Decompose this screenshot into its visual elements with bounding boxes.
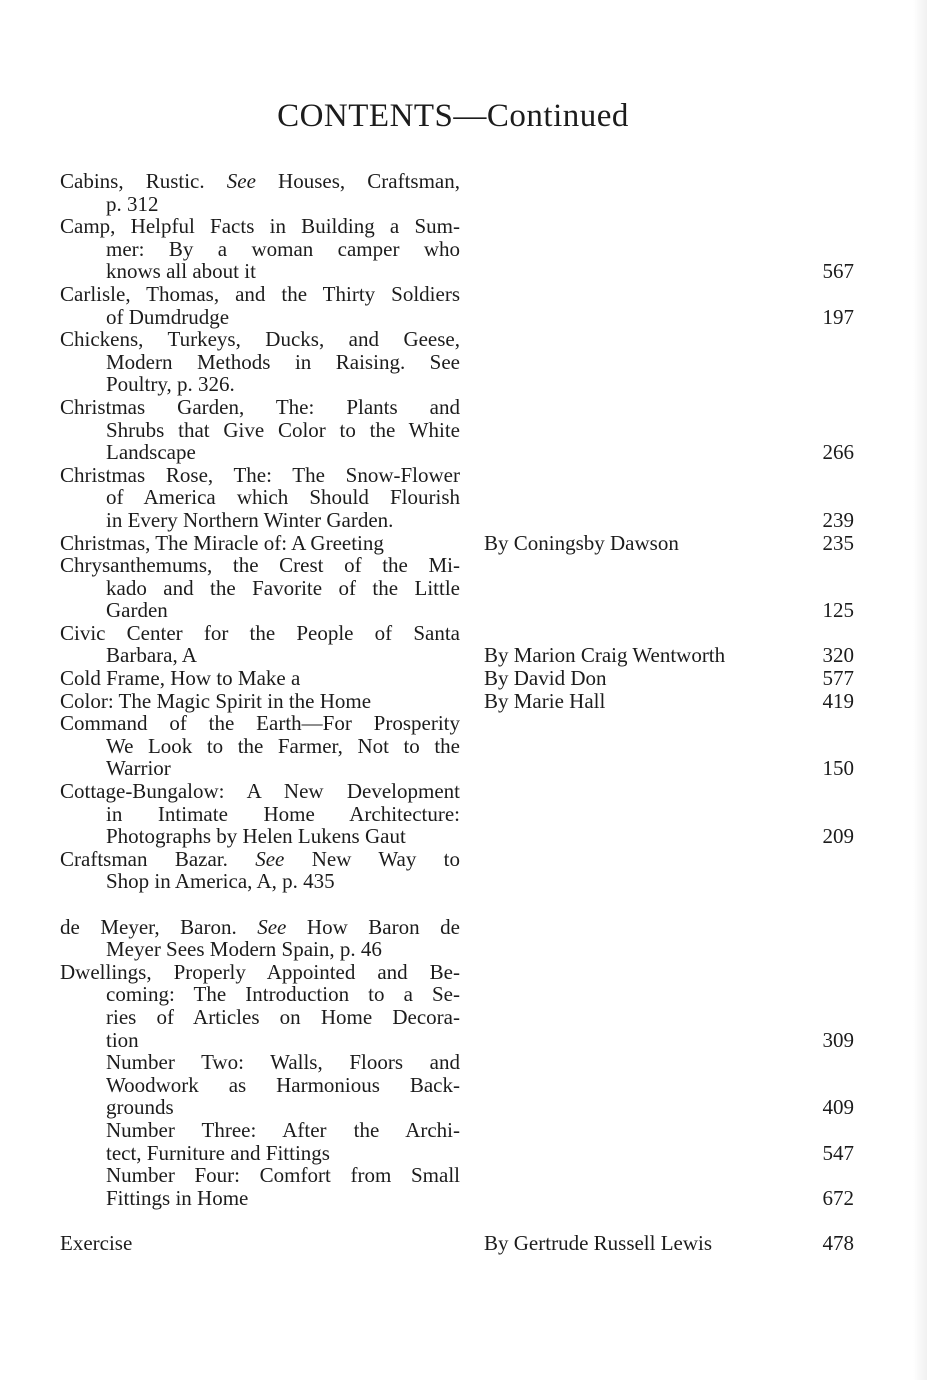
entry-author: By Gertrude Russell Lewis	[484, 1230, 713, 1255]
entry-title-line: Poultry, p. 326.	[106, 372, 235, 397]
contents-entry	[0, 961, 927, 1051]
contents-entry	[0, 170, 927, 215]
entry-title-line: Garden	[106, 598, 168, 623]
entry-title-line: mer: By a woman camper who	[106, 236, 460, 261]
entry-page-number: 672	[822, 1185, 854, 1210]
entry-title-line: Landscape	[106, 440, 196, 465]
entry-title-line: Carlisle, Thomas, and the Thirty Soldiers	[60, 281, 460, 306]
contents-entry	[0, 916, 927, 961]
entry-title-line: Color: The Magic Spirit in the Home	[60, 688, 372, 713]
entry-page-number: 209	[822, 824, 854, 849]
entry-title-line: Civic Center for the People of Santa	[60, 620, 460, 645]
entry-title-line: Modern Methods in Raising. See	[106, 349, 460, 374]
entry-title-line: Christmas, The Miracle of: A Greeting	[60, 530, 384, 555]
entry-title-line: p. 312	[106, 191, 159, 216]
contents-entry	[0, 464, 927, 532]
entry-title-line: Christmas Rose, The: The Snow-Flower	[60, 462, 460, 487]
entry-title-line: Cold Frame, How to Make a	[60, 666, 301, 691]
entry-page-number: 197	[822, 304, 854, 329]
entry-title-line: Christmas Garden, The: Plants and	[60, 394, 460, 419]
entry-title-line: Number Two: Walls, Floors and	[106, 1050, 460, 1075]
entry-title-line: Barbara, A	[106, 643, 197, 668]
entry-page-number: 567	[822, 259, 854, 284]
contents-entry	[0, 690, 927, 713]
entry-title-line: Command of the Earth—For Prosperity	[60, 711, 460, 736]
entry-title-line: tion	[106, 1027, 139, 1052]
entry-title-line: We Look to the Farmer, Not to the	[106, 733, 460, 758]
entry-page-number: 125	[822, 598, 854, 623]
entry-author: By David Don	[484, 666, 607, 691]
entry-title-line: Photographs by Helen Lukens Gaut	[106, 824, 406, 849]
entry-title-line: Camp, Helpful Facts in Building a Sum-	[60, 214, 460, 239]
contents-entry	[0, 1119, 927, 1164]
entry-page-number: 577	[822, 666, 854, 691]
entry-page-number: 320	[822, 643, 854, 668]
entry-author: By Marie Hall	[484, 688, 606, 713]
entry-title-line: Cabins, Rustic. See Houses, Craftsman,	[60, 169, 460, 193]
contents-entry	[0, 532, 927, 555]
section-gap	[0, 1209, 927, 1232]
contents-entry	[0, 848, 927, 893]
entry-title-line: of Dumdrudge	[106, 304, 230, 329]
entry-page-number: 150	[822, 756, 854, 781]
contents-entry	[0, 328, 927, 396]
entry-title-line: Meyer Sees Modern Spain, p. 46	[106, 937, 382, 962]
contents-entry	[0, 1164, 927, 1209]
page-title: CONTENTS—Continued	[277, 98, 629, 134]
entry-page-number: 478	[822, 1230, 854, 1255]
contents-entry	[0, 667, 927, 690]
entry-author: By Coningsby Dawson	[484, 530, 679, 555]
entry-page-number: 547	[822, 1140, 854, 1165]
entry-title-line: Warrior	[106, 756, 171, 781]
entry-title-line: Number Three: After the Archi-	[106, 1117, 460, 1142]
entry-title-line: Shop in America, A, p. 435	[106, 869, 335, 894]
entry-title-line: Woodwork as Harmonious Back-	[106, 1072, 460, 1097]
entry-page-number: 239	[822, 507, 854, 532]
entry-title-line: Number Four: Comfort from Small	[106, 1163, 460, 1188]
contents-entry	[0, 283, 927, 328]
contents-entry	[0, 554, 927, 622]
section-gap	[0, 893, 927, 916]
entry-title-line: ries of Articles on Home Decora-	[106, 1004, 460, 1029]
contents-entry	[0, 622, 927, 667]
contents-entry	[0, 1051, 927, 1119]
entry-title-line: Dwellings, Properly Appointed and Be-	[60, 959, 460, 984]
entry-title-line: Chickens, Turkeys, Ducks, and Geese,	[60, 327, 460, 352]
entry-title-line: Fittings in Home	[106, 1185, 249, 1210]
contents-list	[0, 170, 927, 1255]
entry-title-line: de Meyer, Baron. See How Baron de	[60, 914, 460, 939]
entry-title-line: Cottage-Bungalow: A New Development	[60, 779, 460, 804]
entry-title-line: Chrysanthemums, the Crest of the Mi-	[60, 553, 460, 578]
entry-title-line: Craftsman Bazar. See New Way to	[60, 846, 460, 871]
entry-page-number: 309	[822, 1027, 854, 1052]
entry-page-number: 419	[822, 688, 854, 713]
entry-title-line: in Intimate Home Architecture:	[106, 801, 460, 826]
entry-title-line: Shrubs that Give Color to the White	[106, 417, 460, 442]
entry-title-line: coming: The Introduction to a Se-	[106, 982, 460, 1007]
entry-title-line: grounds	[106, 1095, 174, 1120]
contents-entry	[0, 780, 927, 848]
entry-author: By Marion Craig Wentworth	[484, 643, 726, 668]
entry-title-line: kado and the Favorite of the Little	[106, 575, 460, 600]
entry-page-number: 235	[822, 530, 854, 555]
entry-title-line: Exercise	[60, 1230, 133, 1255]
entry-title-line: knows all about it	[106, 259, 256, 284]
entry-title-line: in Every Northern Winter Garden.	[106, 507, 394, 532]
entry-page-number: 266	[822, 440, 854, 465]
contents-entry	[0, 396, 927, 464]
contents-entry	[0, 215, 927, 283]
contents-entry	[0, 712, 927, 780]
entry-title-line: tect, Furniture and Fittings	[106, 1140, 330, 1165]
contents-entry	[0, 1232, 927, 1255]
entry-title-line: of America which Should Flourish	[106, 485, 460, 510]
entry-page-number: 409	[822, 1095, 854, 1120]
